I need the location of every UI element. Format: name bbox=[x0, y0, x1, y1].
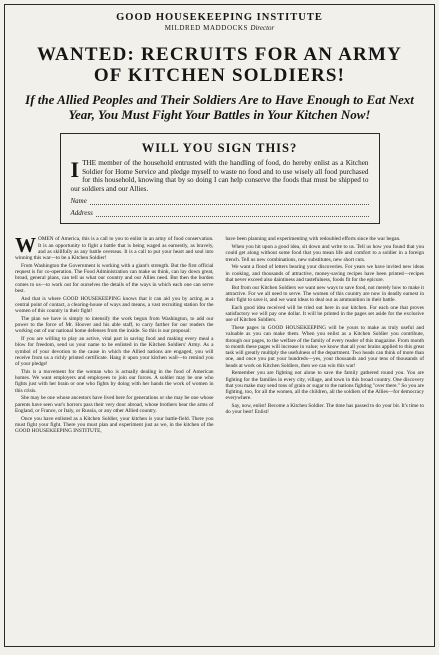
article-paragraph: Remember you are fighting not alone to save the family gathered round you. You are fighting for the families in every city, village, and town in this broad country. One discovery that you make may send tons of grain or sugar to the nations fighting "over there." So you are fighting, too, for all the women, all the children, all the soldiers of the Allies—for democracy everywhere. bbox=[225, 370, 424, 402]
article-column-left bbox=[15, 236, 214, 591]
name-field[interactable] bbox=[71, 197, 369, 205]
pledge-text: THE member of the household entrusted with the handling of food, do hereby enlist as a Kitchen Soldier for Home Service and pledge myself to waste no food and to use wisely all food purchased for this household, knowing that by so doing I can help conserve the foods that must be shipped to our soldiers and our Allies. bbox=[70, 159, 369, 193]
subheadline: If the Allied Peoples and Their Soldiers Are to Have Enough to Eat Next Year, You Must Fight Your Battles in Your Kitchen Now! bbox=[25, 92, 414, 122]
article-paragraph: These pages in GOOD HOUSEKEEPING will be yours to make as truly useful and valuable as you can make them. When you enlist as a Kitchen Soldier you contribute, through our pages, to the welfare of the family of every reader of this magazine. From month to month these pages will increase in value; we know that all your brains applied to this great task will greatly multiply the usefulness of the department. Two heads can think of more than one, and once you put your hundreds—yes, your thousands and your tens of thousands of heads at work on Kitchen Soldiers, then we can win this war! bbox=[225, 325, 424, 369]
institute-name: GOOD HOUSEKEEPING INSTITUTE bbox=[116, 12, 323, 23]
article-paragraph: Say, now, enlist! Become a Kitchen Soldier. The time has passed to do your bit. It's time to do your best! Enlist! bbox=[225, 403, 424, 416]
article-paragraph: But from our Kitchen Soldiers we want new ways to save food, not merely how to make it attractive. For we all need to serve. The women of this country are now in deadly earnest in their fight to save it, and we want ideas to deal out as ammunition in their battle. bbox=[225, 284, 424, 304]
name-line[interactable] bbox=[90, 198, 369, 205]
pledge-title: WILL YOU SIGN THIS? bbox=[141, 141, 298, 155]
headline-line-1: WANTED: RECRUITS FOR AN ARMY bbox=[36, 44, 403, 65]
article-paragraph: This is a movement for the woman who is actually dealing in the food of American homes. We want employers and employees to join our forces. A soldier may be one who fights just with her brain or one who fights by doing with her hands the work of women in this crisis. bbox=[15, 368, 214, 394]
article-paragraph: She may be one whose ancestors have lived here for generations or she may be one whose parents have seen war's horrors pass their very door abroad, whose brothers bear the arms of England, or France, or Italy, or Russia, or any other Allied country. bbox=[15, 395, 214, 414]
article-paragraph: We want a flood of letters bearing your discoveries. For years we have invited new ideas in cooking, and thousands of attractive, money-saving recipes have been printed—recipes that never exceed also daintiness and tastefulness, foods fit for the epicure. bbox=[225, 264, 424, 283]
name-label: Name bbox=[70, 197, 87, 206]
address-label: Address bbox=[70, 209, 93, 218]
article-paragraph: WOMEN of America, this is a call to you to enlist in an army of food conservation. It is an opportunity to fight a battle that is being waged as earnestly, as bravely, and as skillfully as any battle overseas. It is a call to put your heart and soul into winning this war—to be a Kitchen Soldier! bbox=[15, 236, 214, 262]
article-paragraph: If you are willing to play an active, vital part in saving food and making every meal a blow for freedom, send us your name to be enlisted in the Kitchen Soldiers' Army. As a symbol of your devotion to the cause in which the Allied nations are engaged, you will receive from us a richly printed certificate. Hang it upon your kitchen wall—to remind you of your pledge! bbox=[15, 336, 214, 368]
article-dropcap: W bbox=[15, 236, 36, 258]
pledge-box bbox=[60, 133, 380, 224]
article-paragraph: And that is where GOOD HOUSEKEEPING knows that it can aid you by acting as a central point of contact, a clearing-house of ways and means, a vast recruiting station for the women of this country in their fight! bbox=[15, 295, 214, 315]
article-paragraph: When you hit upon a good idea, sit down and write to us. Tell us how you found that you could get along without some food that you mean life and comfort to a soldier in a foreign trench. Tell us new combinations, new substitutes, new short cuts. bbox=[225, 244, 424, 263]
director-title: Director bbox=[250, 24, 275, 32]
article-column-right bbox=[226, 236, 425, 591]
article-paragraph: From Washington the Government is working with a giant's strength. But the first official request is for co-operation. The Food Administration can make us think, can lay down great, broad, general plans, can tell us what our country and our Allies need. But then the burden comes to us—to work out for ourselves the details of the ways in which each one can serve best. bbox=[15, 262, 214, 294]
address-field[interactable] bbox=[71, 209, 369, 217]
article-paragraph: Once you have enlisted as a Kitchen Soldier, your kitchen is your battle-field. There you must fight your fight. There you must plan and experiment just as we, in the kitchen of the GOOD HOUSEKEEPING INSTITUTE, bbox=[15, 415, 214, 435]
article-paragraph: have been planning and experimenting with redoubled efforts since the war began. bbox=[225, 236, 401, 243]
article-paragraph: The plan we have is simply to intensify the work begun from Washington, to add our power to the force of Mr. Hoover and his able staff, to carry farther for our readers the working out of our national home defenses from the inside. So this is our proposal: bbox=[15, 315, 214, 335]
article-body bbox=[15, 236, 424, 591]
director-line bbox=[15, 24, 424, 32]
pledge-dropcap: I bbox=[70, 157, 80, 182]
director-name: MILDRED MADDOCKS bbox=[164, 24, 249, 32]
article-paragraph: Each good idea received will be tried out here in our kitchen. For each one that proves satisfactory we will pay one dollar. It will be printed in the pages set aside for the exclusive use of Kitchen Soldiers. bbox=[225, 304, 424, 324]
headline-line-2: OF KITCHEN SOLDIERS! bbox=[93, 65, 346, 86]
advertisement-page bbox=[4, 4, 435, 647]
pledge-text-block bbox=[71, 159, 369, 193]
headline bbox=[15, 44, 424, 86]
address-line[interactable] bbox=[96, 210, 369, 217]
